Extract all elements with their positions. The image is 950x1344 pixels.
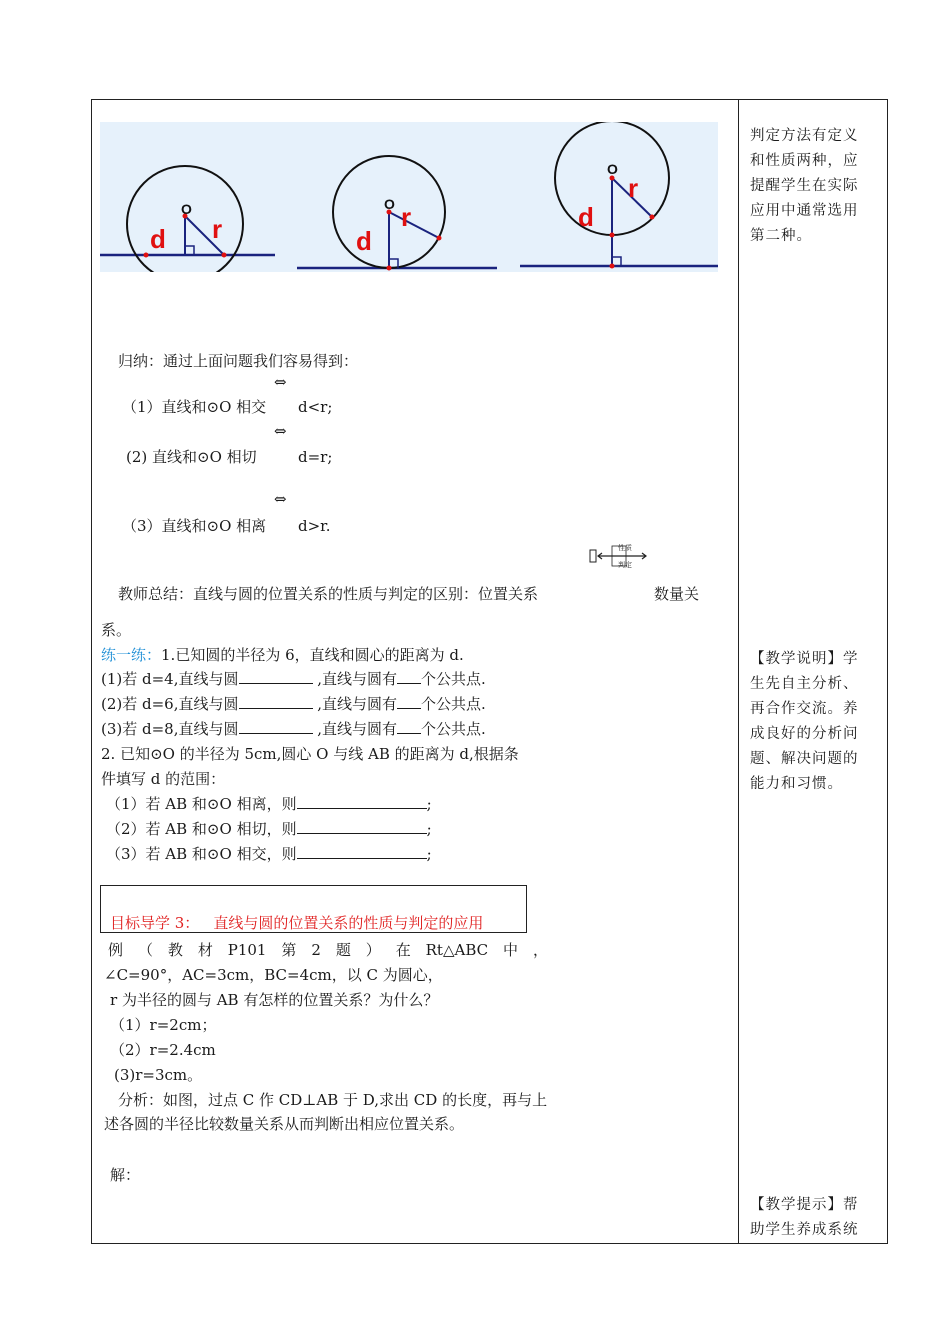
glyph-bottom-label: 判定 [618, 561, 632, 569]
side-note-3: 【教学提示】帮助学生养成系统 [750, 1197, 859, 1238]
summary-row-3-right: d>r. [298, 517, 331, 535]
glyph-top-label: 性质 [618, 544, 632, 552]
example-analysis-1: 分析：如图，过点 C 作 CD⊥AB 于 D,求出 CD 的长度，再与上 [118, 1091, 548, 1109]
summary-row-2-left: (2) 直线和⊙O 相切 [126, 448, 257, 466]
answer-blank[interactable] [297, 844, 427, 859]
q2-item-2: （2）若 AB 和⊙O 相切，则 ; [106, 820, 432, 838]
equivalence-arrow: ⇔ [274, 373, 287, 391]
practice-question-2-line2: 件填写 d 的范围： [101, 770, 226, 788]
goal-3-label: 目标导学 3： [110, 914, 200, 932]
example-line-2: ∠C=90°，AC=3cm，BC=4cm，以 C 为圆心， [104, 966, 443, 984]
practice-item-3: (3)若 d=8,直线与圆 ,直线与圆有 个公共点. [101, 720, 486, 738]
example-case-2: （2）r=2.4cm [110, 1041, 216, 1059]
summary-row-1-right: d<r; [298, 398, 333, 416]
answer-blank[interactable] [297, 794, 427, 809]
goal-3-title: 直线与圆的位置关系的性质与判定的应用 [213, 914, 484, 932]
summary-row-2-right: d=r; [298, 448, 333, 466]
goal-3-heading [110, 913, 483, 933]
equivalence-arrow: ⇔ [274, 422, 287, 440]
answer-blank[interactable] [297, 819, 427, 834]
example-case-3: (3)r=3cm。 [114, 1066, 203, 1084]
example-solution-label: 解： [110, 1166, 141, 1184]
teacher-conclusion: 教师总结：直线与圆的位置关系的性质与判定的区别：位置关系 [118, 585, 539, 603]
figure-intersect [100, 166, 275, 272]
column-divider [738, 99, 739, 1244]
answer-blank[interactable] [239, 719, 313, 734]
figure-label: r [401, 202, 412, 232]
summary-row-3-left: （3）直线和⊙O 相离 [122, 517, 267, 535]
answer-blank[interactable] [397, 669, 421, 684]
example-case-1: （1）r=2cm； [110, 1016, 217, 1034]
example-line-1: 例 （ 教 材 P101 第 2 题 ） 在 Rt△ABC 中 ， [108, 941, 548, 959]
summary-row-1-left: （1）直线和⊙O 相交 [122, 398, 267, 416]
figure-label: O [607, 161, 618, 177]
property-judgement-glyph [588, 544, 648, 570]
example-line-3: r 为半径的圆与 AB 有怎样的位置关系？为什么？ [110, 991, 439, 1009]
circle-line-diagrams [100, 122, 718, 272]
example-analysis-2: 述各圆的半径比较数量关系从而判断出相应位置关系。 [104, 1115, 465, 1133]
q2-item-3: （3）若 AB 和⊙O 相交，则 ; [106, 845, 432, 863]
side-note-1: 判定方法有定义和性质两种，应提醒学生在实际应用中通常选用第二种。 [750, 128, 859, 244]
figure-separate [520, 122, 718, 269]
summary-intro: 归纳：通过上面问题我们容易得到： [118, 352, 359, 370]
practice-item-1: (1)若 d=4,直线与圆 ,直线与圆有 个公共点. [101, 670, 486, 688]
teacher-conclusion-right: 数量关 [654, 585, 700, 603]
figure-label: d [150, 224, 166, 254]
answer-blank[interactable] [397, 719, 421, 734]
answer-blank[interactable] [397, 694, 421, 709]
answer-blank[interactable] [239, 694, 313, 709]
equivalence-arrow: ⇔ [274, 490, 287, 508]
figure-label: d [578, 202, 594, 232]
answer-blank[interactable] [239, 669, 313, 684]
practice-q1-text: 1.已知圆的半径为 6，直线和圆心的距离为 d. [161, 646, 464, 664]
figure-strip [100, 122, 718, 272]
teacher-conclusion-tail: 系。 [101, 621, 132, 639]
figure-label: r [628, 173, 639, 203]
figure-label: d [356, 226, 372, 256]
practice-item-2: (2)若 d=6,直线与圆 ,直线与圆有 个公共点. [101, 695, 486, 713]
figure-label: O [384, 196, 395, 212]
figure-label: r [212, 214, 223, 244]
figure-label: O [181, 201, 192, 217]
practice-question-2-line1: 2. 已知⊙O 的半径为 5cm,圆心 O 与线 AB 的距离为 d,根据条 [101, 745, 519, 763]
q2-item-1: （1）若 AB 和⊙O 相离，则 ; [106, 795, 432, 813]
figure-tangent [297, 156, 497, 271]
side-note-2: 【教学说明】学生先自主分析、再合作交流。养成良好的分析问题、解决问题的能力和习惯。 [750, 651, 859, 792]
practice-label: 练一练： [101, 646, 162, 664]
practice-question-1 [101, 645, 464, 665]
